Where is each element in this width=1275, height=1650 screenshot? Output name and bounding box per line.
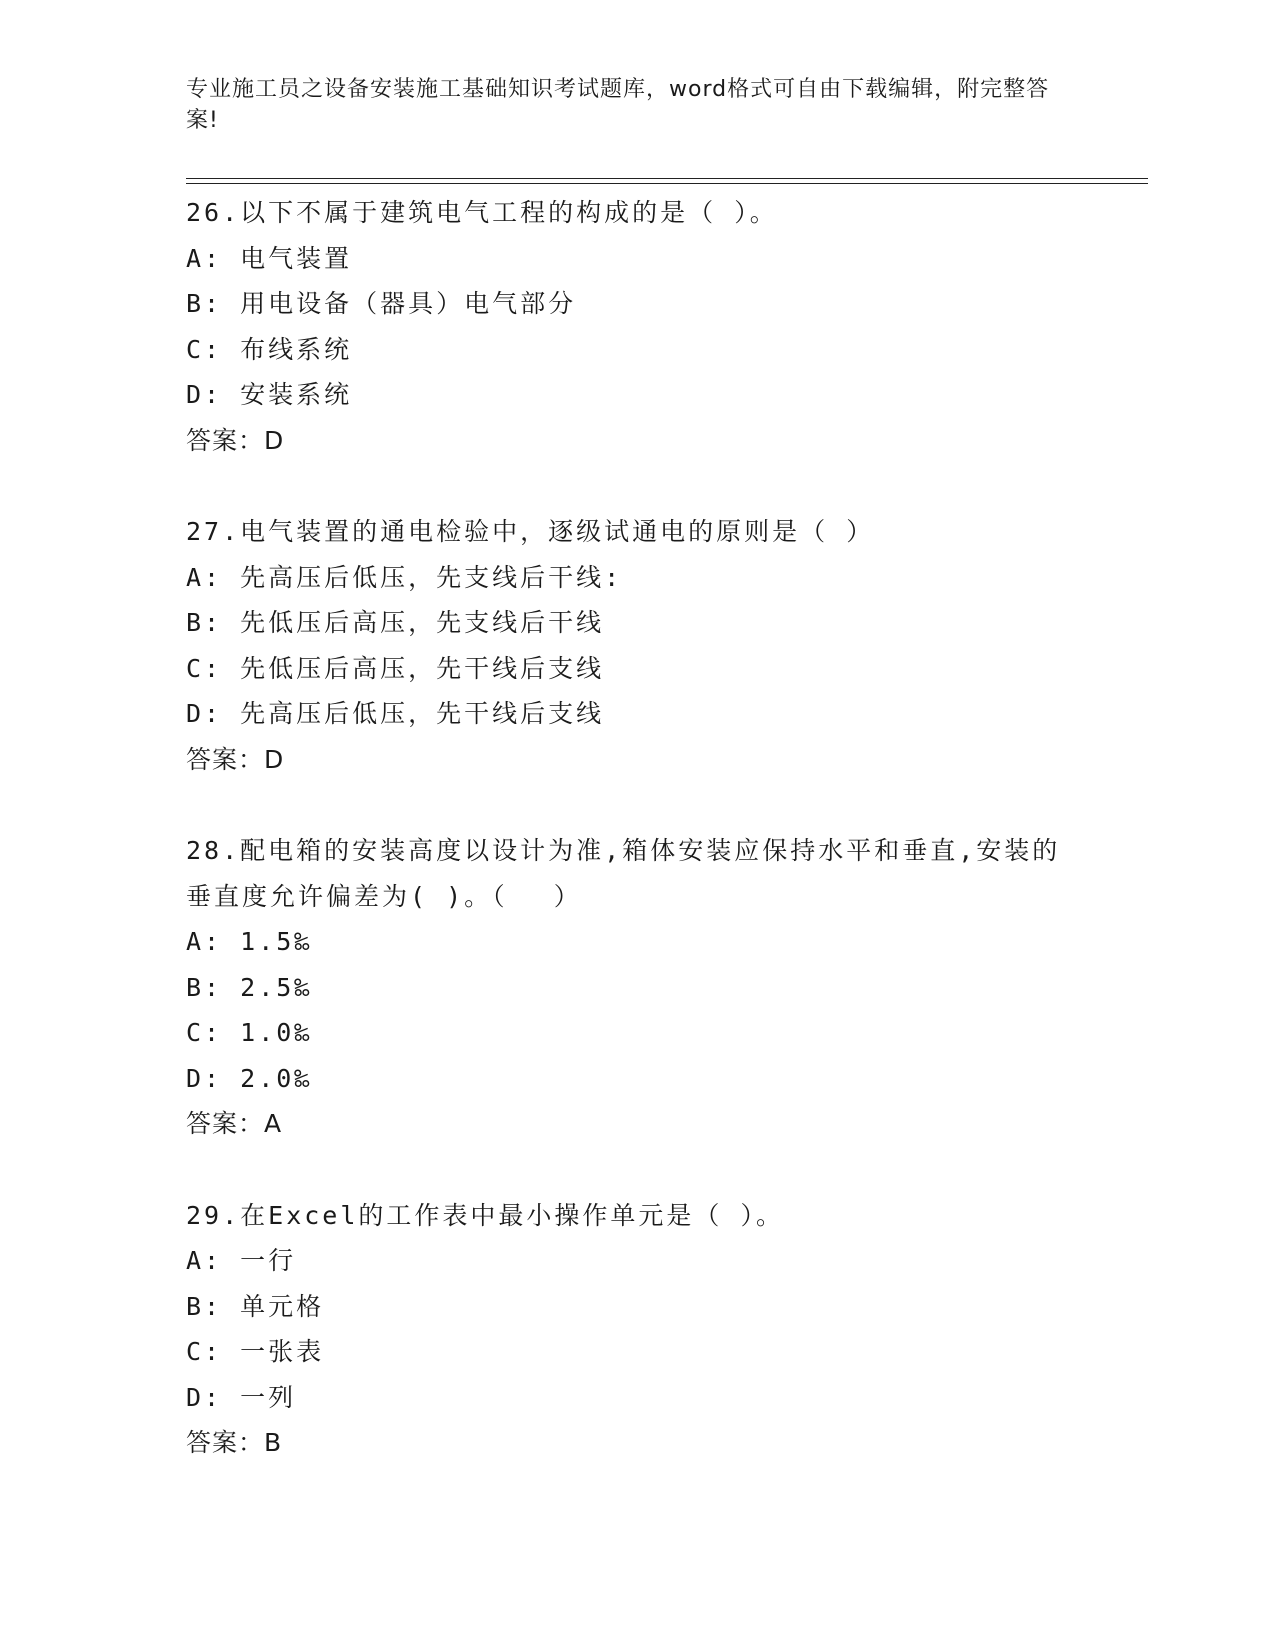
answer-label: 答案：B (186, 1428, 283, 1457)
answer-label: 答案：A (186, 1109, 283, 1138)
option-a: A: 电气装置 (186, 243, 353, 273)
option-d: D: 一列 (186, 1382, 297, 1412)
header-divider-bottom (186, 183, 1148, 184)
option-b: B: 用电设备（器具）电气部分 (186, 289, 577, 318)
option-d: D: 先高压后低压，先干线后支线 (186, 699, 605, 728)
option-d: D: 安装系统 (186, 380, 353, 409)
question-stem: 28.配电箱的安装高度以设计为准,箱体安装应保持水平和垂直,安装的 (186, 836, 1061, 865)
option-c: C: 布线系统 (186, 334, 353, 364)
question-27 (186, 509, 1086, 782)
option-b: B: 2.5‰ (186, 972, 313, 1002)
question-stem: 26.以下不属于建筑电气工程的构成的是（ ）。 (186, 198, 778, 227)
option-b: B: 单元格 (186, 1291, 325, 1321)
question-stem: 27.电气装置的通电检验中，逐级试通电的原则是（ ） (186, 517, 875, 546)
question-spacer (186, 782, 1086, 828)
answer-label: 答案：D (186, 425, 285, 455)
question-stem: 29.在Excel的工作表中最小操作单元是（ ）。 (186, 1200, 784, 1230)
question-28 (186, 828, 1086, 1147)
question-29 (186, 1193, 1086, 1466)
option-b: B: 先低压后高压，先支线后干线 (186, 608, 605, 637)
option-a: A: 先高压后低压，先支线后干线: (186, 562, 623, 592)
answer-label: 答案：D (186, 744, 285, 774)
header-divider-top (186, 178, 1148, 179)
question-spacer (186, 1147, 1086, 1193)
option-c: C: 先低压后高压，先干线后支线 (186, 653, 605, 683)
question-stem-continued: 垂直度允许偏差为( )。（ ） (186, 881, 582, 911)
option-a: A: 一行 (186, 1246, 297, 1275)
option-c: C: 1.0‰ (186, 1018, 313, 1047)
question-spacer (186, 463, 1086, 509)
option-d: D: 2.0‰ (186, 1063, 313, 1093)
document-header: 专业施工员之设备安装施工基础知识考试题库，word格式可自由下载编辑，附完整答案! (186, 77, 1050, 133)
option-a: A: 1.5‰ (186, 927, 313, 956)
question-26 (186, 190, 1086, 463)
option-c: C: 一张表 (186, 1337, 325, 1366)
question-list (186, 190, 1086, 1466)
